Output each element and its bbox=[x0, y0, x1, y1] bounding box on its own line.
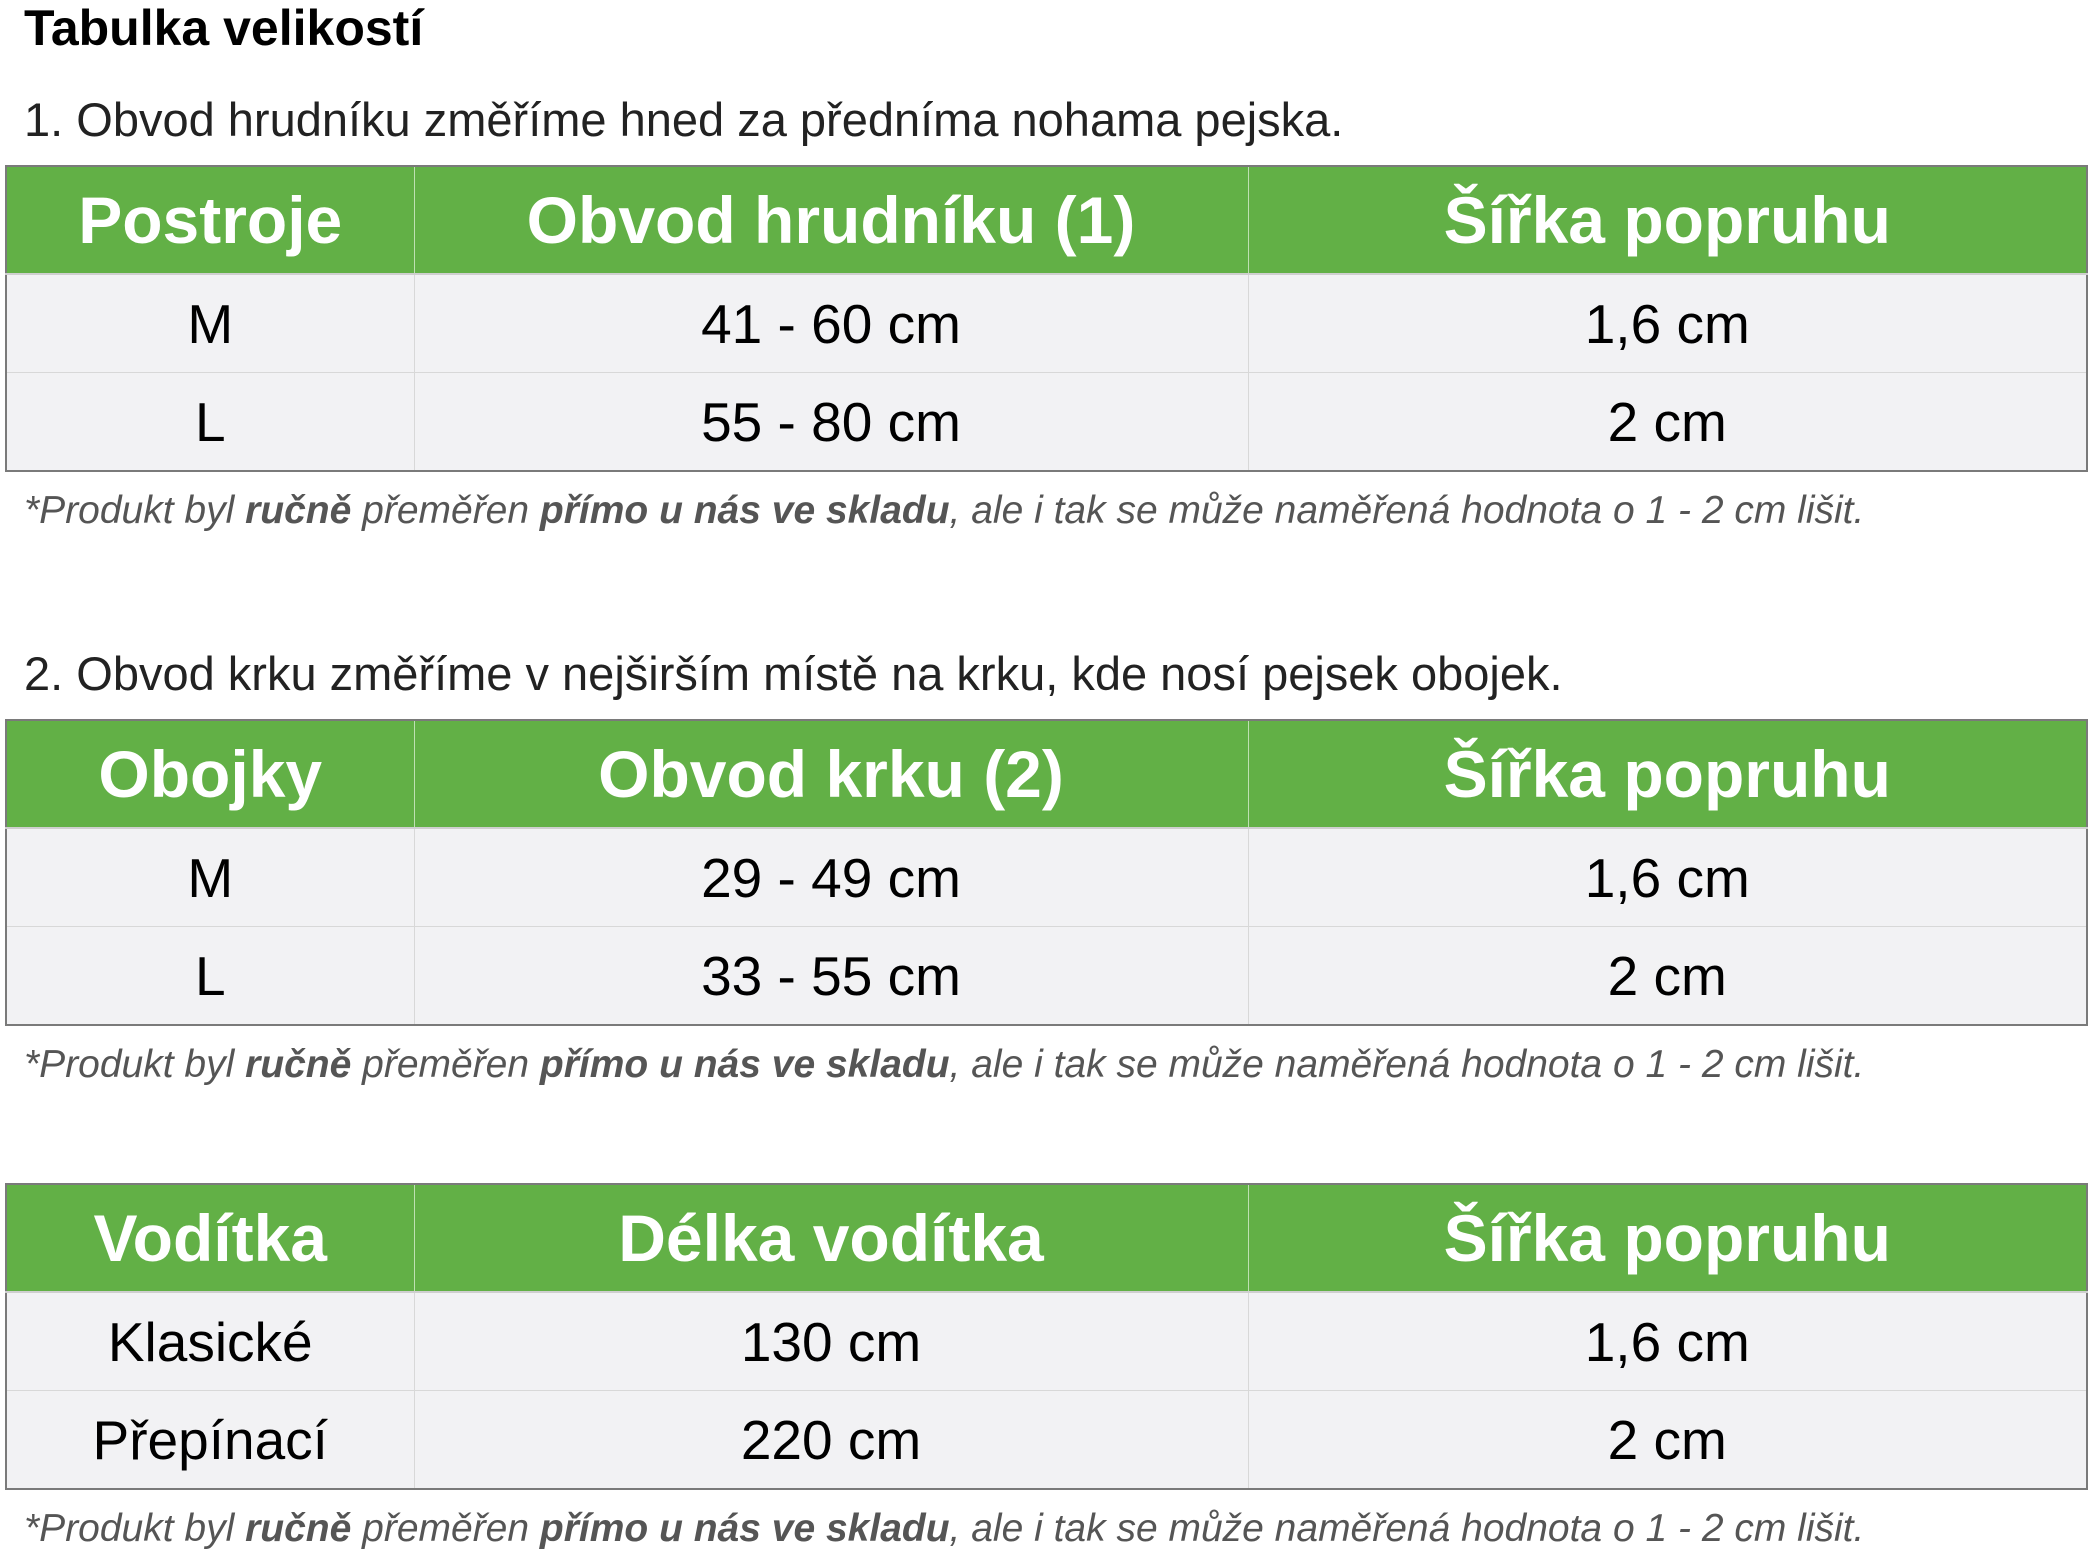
column-header-measure: Obvod hrudníku (1) bbox=[414, 166, 1248, 274]
size-cell: Klasické bbox=[6, 1292, 414, 1391]
disclaimer-text: , ale i tak se může naměřená hodnota o 1 - 2 cm lišit. bbox=[949, 1507, 1865, 1550]
column-header-product: Vodítka bbox=[6, 1184, 414, 1292]
size-cell: L bbox=[6, 927, 414, 1026]
measure-cell: 33 - 55 cm bbox=[414, 927, 1248, 1026]
table-row bbox=[6, 927, 2087, 1026]
column-header-strap-width: Šířka popruhu bbox=[1248, 166, 2087, 274]
disclaimer-emphasis: přímo u nás ve skladu bbox=[539, 1507, 950, 1550]
harness-size-table bbox=[5, 165, 2088, 472]
table-header-row bbox=[6, 166, 2087, 274]
disclaimer-text: přeměřen bbox=[351, 1507, 540, 1550]
table-row bbox=[6, 373, 2087, 472]
strap-width-cell: 1,6 cm bbox=[1248, 1292, 2087, 1391]
disclaimer-emphasis: ručně bbox=[245, 1043, 352, 1086]
strap-width-cell: 2 cm bbox=[1248, 373, 2087, 472]
disclaimer-text: *Produkt byl bbox=[24, 1507, 246, 1550]
collar-measure-instruction: 2. Obvod krku změříme v nejširším místě na krku, kde nosí pejsek obojek. bbox=[24, 647, 1563, 700]
strap-width-cell: 1,6 cm bbox=[1248, 828, 2087, 927]
disclaimer-text: přeměřen bbox=[351, 489, 540, 532]
table-header-row bbox=[6, 720, 2087, 828]
disclaimer-emphasis: přímo u nás ve skladu bbox=[539, 1043, 950, 1086]
column-header-strap-width: Šířka popruhu bbox=[1248, 1184, 2087, 1292]
collar-size-table bbox=[5, 719, 2088, 1026]
measure-cell: 130 cm bbox=[414, 1292, 1248, 1391]
disclaimer-emphasis: přímo u nás ve skladu bbox=[539, 489, 950, 532]
measure-cell: 41 - 60 cm bbox=[414, 274, 1248, 373]
size-cell: L bbox=[6, 373, 414, 472]
disclaimer-emphasis: ručně bbox=[245, 1507, 352, 1550]
harness-measure-instruction: 1. Obvod hrudníku změříme hned za předníma nohama pejska. bbox=[24, 93, 1344, 146]
disclaimer-text: *Produkt byl bbox=[24, 1043, 246, 1086]
disclaimer-text: *Produkt byl bbox=[24, 489, 246, 532]
size-cell: Přepínací bbox=[6, 1391, 414, 1490]
measure-cell: 55 - 80 cm bbox=[414, 373, 1248, 472]
size-cell: M bbox=[6, 828, 414, 927]
strap-width-cell: 2 cm bbox=[1248, 1391, 2087, 1490]
column-header-measure: Obvod krku (2) bbox=[414, 720, 1248, 828]
column-header-product: Obojky bbox=[6, 720, 414, 828]
disclaimer-emphasis: ručně bbox=[245, 489, 352, 532]
measurement-disclaimer bbox=[24, 1041, 1864, 1089]
column-header-product: Postroje bbox=[6, 166, 414, 274]
disclaimer-text: přeměřen bbox=[351, 1043, 540, 1086]
disclaimer-text: , ale i tak se může naměřená hodnota o 1 - 2 cm lišit. bbox=[949, 1043, 1865, 1086]
table-row bbox=[6, 274, 2087, 373]
page-title: Tabulka velikostí bbox=[24, 0, 424, 56]
size-cell: M bbox=[6, 274, 414, 373]
strap-width-cell: 1,6 cm bbox=[1248, 274, 2087, 373]
measure-cell: 220 cm bbox=[414, 1391, 1248, 1490]
strap-width-cell: 2 cm bbox=[1248, 927, 2087, 1026]
measurement-disclaimer bbox=[24, 1505, 1864, 1553]
column-header-strap-width: Šířka popruhu bbox=[1248, 720, 2087, 828]
measurement-disclaimer bbox=[24, 487, 1864, 535]
disclaimer-text: , ale i tak se může naměřená hodnota o 1 - 2 cm lišit. bbox=[949, 489, 1865, 532]
table-header-row bbox=[6, 1184, 2087, 1292]
table-row bbox=[6, 1292, 2087, 1391]
table-row bbox=[6, 828, 2087, 927]
column-header-measure: Délka vodítka bbox=[414, 1184, 1248, 1292]
leash-size-table bbox=[5, 1183, 2088, 1490]
table-row bbox=[6, 1391, 2087, 1490]
measure-cell: 29 - 49 cm bbox=[414, 828, 1248, 927]
